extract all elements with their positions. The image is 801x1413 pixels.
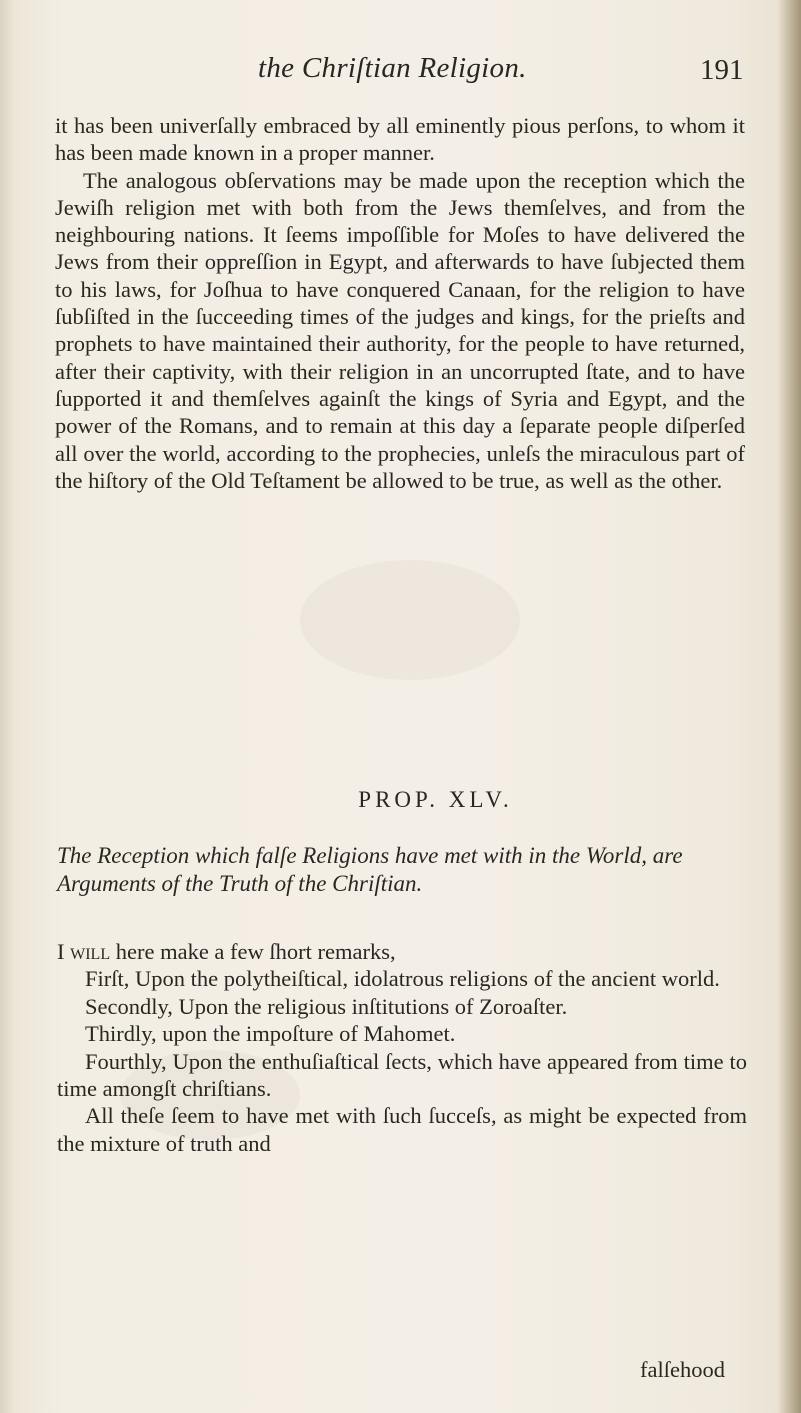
list-item-fourth: Fourthly, Upon the enthuſiaſtical ſects, which have appeared from time to time amongſt chriſtians.	[57, 1048, 747, 1102]
page-left-edge	[0, 0, 14, 1413]
running-head: the Chriſtian Religion.	[258, 52, 527, 84]
paper-stain	[300, 560, 520, 680]
proposition-subtitle: The Reception which falſe Religions have met with in the World, are Arguments of the Truth of the Chriſtian.	[57, 843, 683, 896]
paragraph-jewish-religion: The analogous obſervations may be made upon the reception which the Jewiſh religion met with both from the Jews themſelves, and from the neighbouring nations. It ſeems impoſſible for Moſes to have delivered the Jews from their oppreſſion in Egypt, and afterwards to have ſubjected them to his laws, for Joſhua to have conquered Canaan, for the religion to have ſubſiſted in the ſucceeding times of the judges and kings, for the prieſts and prophets to have maintained their authority, for the people to have returned, after their captivity, with their religion in an uncorrupted ſtate, and to have ſupported it and themſelves againſt the kings of Syria and Egypt, and the power of the Romans, and to remain at this day a ſeparate people diſperſed all over the world, according to the prophecies, unleſs the miraculous part of the hiſtory of the Old Teſtament be allowed to be true, as well as the other.	[55, 167, 745, 493]
proposition-heading: PROP. XLV.	[358, 787, 513, 812]
intro-small-caps: I will	[57, 939, 111, 964]
list-closing: All theſe ſeem to have met with ſuch ſucceſs, as might be expected from the mixture of truth and	[57, 1103, 747, 1156]
page-number: 191	[700, 54, 744, 86]
paragraph-continued: it has been univerſally embraced by all eminently pious perſons, to whom it has been made known in a proper manner.	[55, 113, 745, 166]
page-right-edge	[779, 0, 801, 1413]
list-intro	[57, 938, 747, 965]
page-header	[0, 52, 801, 92]
list-item-second: Secondly, Upon the religious inſtitutions of Zoroaſter.	[85, 993, 568, 1019]
list-item-first: Firſt, Upon the polytheiſtical, idolatrous religions of the ancient world.	[85, 966, 720, 992]
remarks-list	[57, 938, 747, 1157]
catchword: falſehood	[640, 1357, 725, 1382]
intro-text: here make a few ſhort remarks,	[115, 939, 396, 964]
body-text	[55, 112, 745, 494]
list-item-third: Thirdly, upon the impoſture of Mahomet.	[85, 1021, 456, 1047]
